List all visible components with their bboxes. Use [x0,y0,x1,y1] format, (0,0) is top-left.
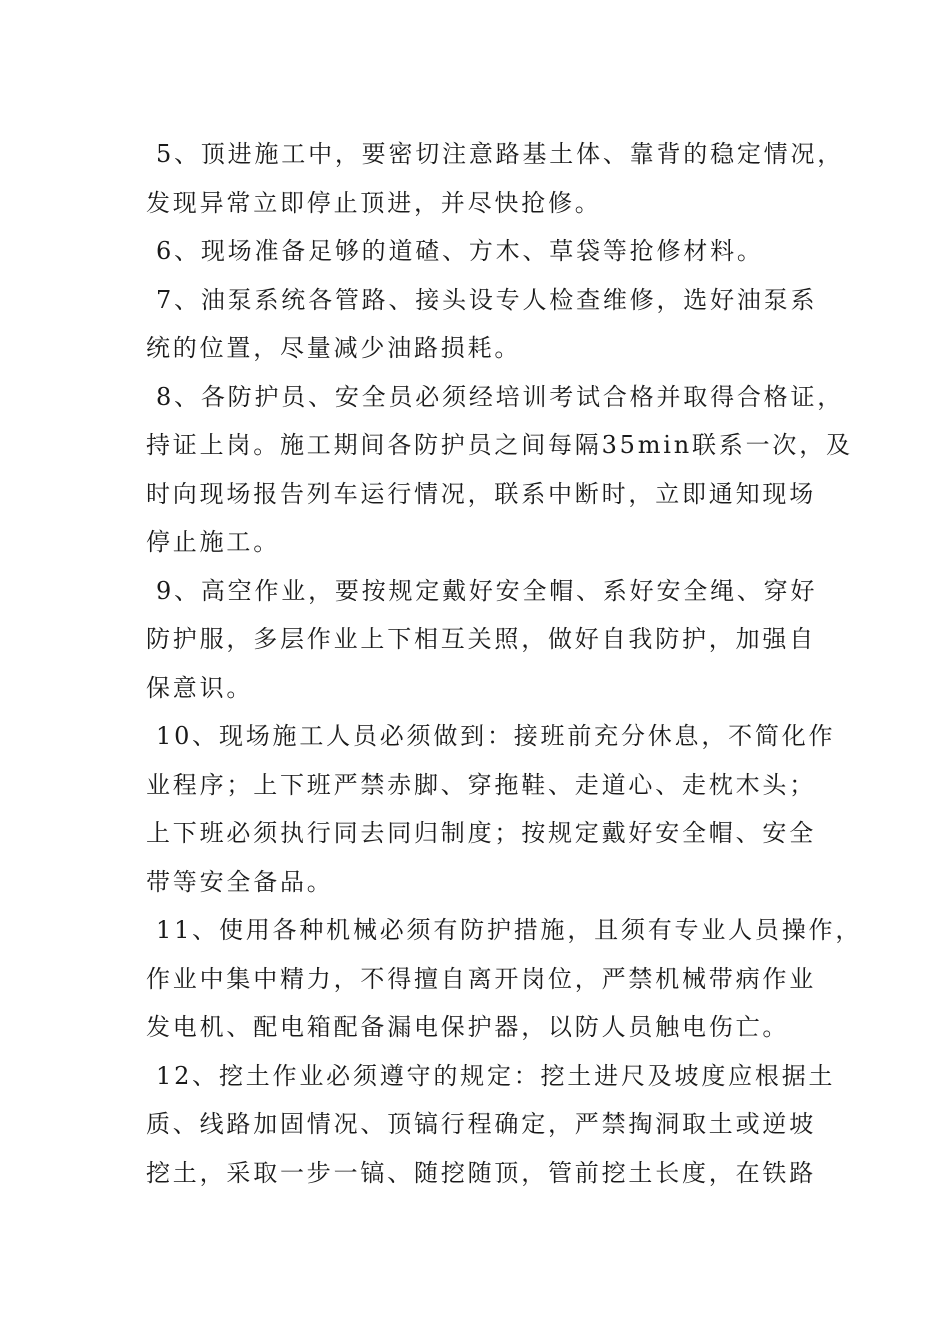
text-line: 发现异常立即停止顶进，并尽快抢修。 [146,188,602,217]
text-line: 持证上岗。施工期间各防护员之间每隔35min联系一次，及 [146,431,853,459]
text-line: 11、使用各种机械必须有防护措施，且须有专业人员操作， [156,916,863,944]
text-line: 9、高空作业，要按规定戴好安全帽、系好安全绳、穿好 [156,576,818,605]
text-line: 6、现场准备足够的道碴、方木、草袋等抢修材料。 [156,237,764,265]
text-line: 发电机、配电箱配备漏电保护器，以防人员触电伤亡。 [146,1013,790,1041]
text-line: 5、顶进施工中，要密切注意路基土体、靠背的稳定情况， [156,140,845,168]
text-line: 8、各防护员、安全员必须经培训考试合格并取得合格证， [156,382,845,411]
text-line: 7、油泵系统各管路、接头设专人检查维修，选好油泵系 [156,285,818,314]
text-line: 保意识。 [146,673,254,702]
text-line: 防护服，多层作业上下相互关照，做好自我防护，加强自 [146,625,816,653]
text-line: 质、线路加固情况、顶镐行程确定，严禁掏洞取土或逆坡 [146,1110,816,1138]
text-line: 停止施工。 [146,528,280,556]
text-line: 作业中集中精力，不得擅自离开岗位，严禁机械带病作业 [146,964,816,993]
text-line: 业程序；上下班严禁赤脚、穿拖鞋、走道心、走枕木头； [146,770,816,799]
text-line: 挖土，采取一步一镐、随挖随顶，管前挖土长度，在铁路 [146,1158,816,1187]
document-body [146,130,863,1197]
text-line: 上下班必须执行同去同归制度；按规定戴好安全帽、安全 [146,819,816,847]
text-line: 10、现场施工人员必须做到：接班前充分休息，不简化作 [156,722,836,750]
text-line: 12、挖土作业必须遵守的规定：挖土进尺及坡度应根据土 [156,1061,836,1090]
text-line: 统的位置，尽量减少油路损耗。 [146,334,522,362]
text-line: 时向现场报告列车运行情况，联系中断时，立即通知现场 [146,479,816,508]
text-line: 带等安全备品。 [146,867,334,896]
